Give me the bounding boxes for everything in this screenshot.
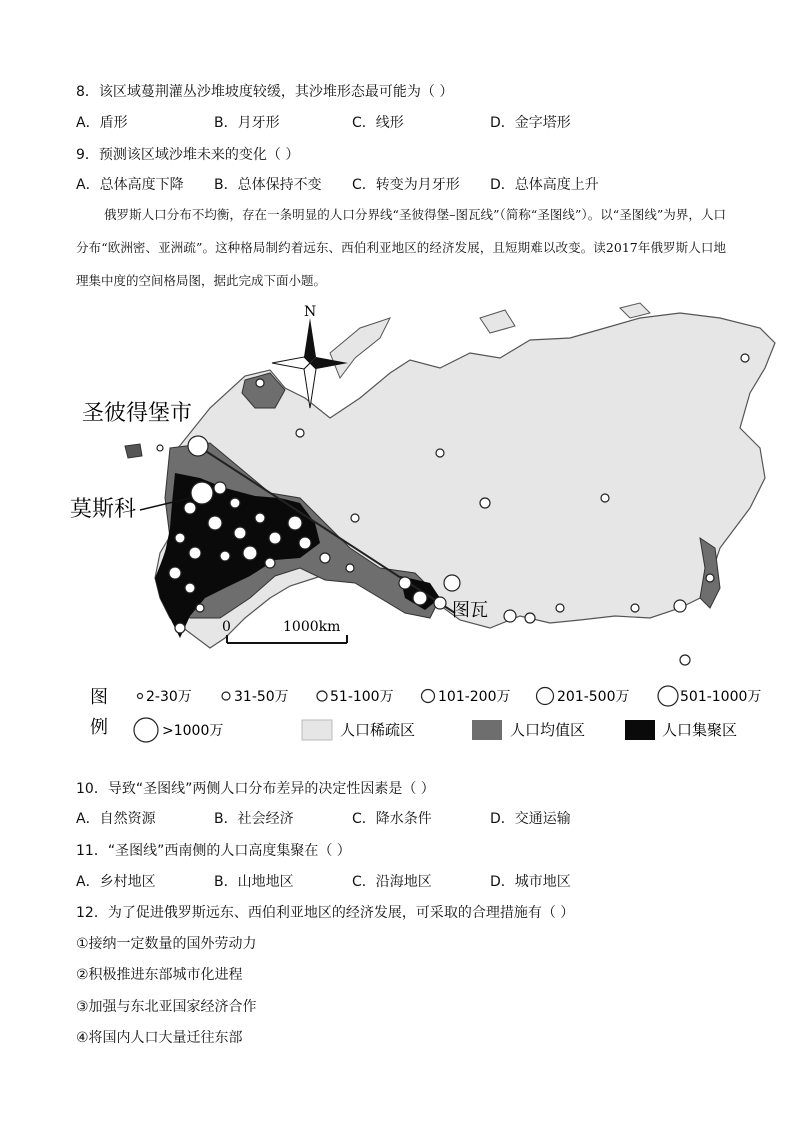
q11-option-d: D．城市地区 — [490, 874, 571, 890]
reading-passage: 俄罗斯人口分布不均衡，存在一条明显的人口分界线“圣彼得堡–图瓦线”（简称“圣图线”）。以“圣图线”为界，人口分布“欧洲密、亚洲疏”。这种格局制约着远东、西伯利亚地区的经济发展，且短期难以改变。读2017年俄罗斯人口地理集中度的空间格局图，据此完成下面小题。 — [76, 207, 726, 288]
question-10-options — [76, 810, 716, 828]
question-10-stem: 10．导致“圣图线”两侧人口分布差异的决定性因素是（ ） — [76, 781, 435, 797]
q12-item-1: ①接纳一定数量的国外劳动力 — [76, 936, 257, 952]
q8-option-d: D．金字塔形 — [490, 115, 571, 131]
legend-pop-7: >1000万 — [162, 723, 224, 739]
legend-zone-dense: 人口集聚区 — [662, 721, 738, 739]
legend-zone-average: 人口均值区 — [510, 721, 586, 739]
legend-symbol-6 — [658, 686, 678, 706]
label-st-petersburg: 圣彼得堡市 — [82, 401, 193, 426]
city-marker-moscow — [191, 482, 213, 504]
legend-title-1: 图 — [90, 687, 108, 708]
q12-item-4: ④将国内人口大量迁往东部 — [76, 1030, 243, 1046]
north-label: N — [304, 304, 317, 320]
legend-swatch-sparse — [302, 720, 332, 740]
q11-option-c: C．沿海地区 — [352, 874, 432, 890]
legend-pop-1: 2-30万 — [146, 689, 192, 705]
scale-zero: 0 — [222, 619, 231, 635]
legend-title-2: 例 — [90, 717, 108, 738]
map-legend — [90, 686, 761, 742]
q8-option-c: C．线形 — [352, 115, 404, 131]
question-8-stem: 8．该区域蔓荆灌丛沙堆坡度较缓，其沙堆形态最可能为（ ） — [76, 84, 454, 100]
q10-option-a: A．自然资源 — [76, 811, 156, 827]
q12-item-3: ③加强与东北亚国家经济合作 — [76, 999, 257, 1015]
question-8-options — [76, 114, 716, 132]
legend-pop-3: 51-100万 — [330, 689, 394, 705]
legend-symbol-1 — [138, 694, 143, 699]
city-marker-spb — [188, 436, 208, 456]
legend-swatch-average — [472, 720, 502, 740]
q8-option-b: B．月牙形 — [214, 115, 280, 131]
legend-pop-2: 31-50万 — [234, 689, 289, 705]
legend-symbol-5 — [537, 688, 554, 705]
q9-option-a: A．总体高度下降 — [76, 177, 184, 193]
q10-option-b: B．社会经济 — [214, 811, 294, 827]
q10-option-d: D．交通运输 — [490, 811, 571, 827]
label-tuva: 图瓦 — [452, 600, 488, 621]
legend-symbol-4 — [422, 690, 435, 703]
legend-symbol-2 — [222, 692, 230, 700]
legend-pop-4: 101-200万 — [438, 689, 511, 705]
question-9-options — [76, 176, 716, 194]
q11-option-a: A．乡村地区 — [76, 874, 156, 890]
russia-population-map — [60, 298, 790, 748]
legend-zone-sparse: 人口稀疏区 — [340, 721, 416, 739]
question-11-options — [76, 873, 716, 891]
label-moscow: 莫斯科 — [70, 497, 137, 522]
kaliningrad-exclave — [125, 444, 142, 458]
question-9-stem: 9．预测该区域沙堆未来的变化（ ） — [76, 147, 300, 163]
legend-swatch-dense — [625, 720, 655, 740]
q11-option-b: B．山地地区 — [214, 874, 294, 890]
q8-option-a: A．盾形 — [76, 115, 128, 131]
legend-symbol-7 — [134, 718, 158, 742]
q12-item-2: ②积极推进东部城市化进程 — [76, 967, 243, 983]
question-11-stem: 11．“圣图线”西南侧的人口高度集聚在（ ） — [76, 843, 351, 859]
legend-pop-6: 501-1000万 — [680, 689, 762, 705]
novaya-zemlya-island — [330, 318, 390, 378]
scale-distance: 1000km — [283, 619, 341, 635]
new-siberian-islands — [620, 303, 650, 318]
severnaya-zemlya-island — [480, 310, 515, 333]
q9-option-c: C．转变为月牙形 — [352, 177, 460, 193]
legend-pop-5: 201-500万 — [557, 689, 630, 705]
question-12-stem: 12．为了促进俄罗斯远东、西伯利亚地区的经济发展，可采取的合理措施有（ ） — [76, 905, 575, 921]
q9-option-d: D．总体高度上升 — [490, 177, 599, 193]
q10-option-c: C．降水条件 — [352, 811, 432, 827]
legend-symbol-3 — [317, 691, 327, 701]
q9-option-b: B．总体保持不变 — [214, 177, 322, 193]
